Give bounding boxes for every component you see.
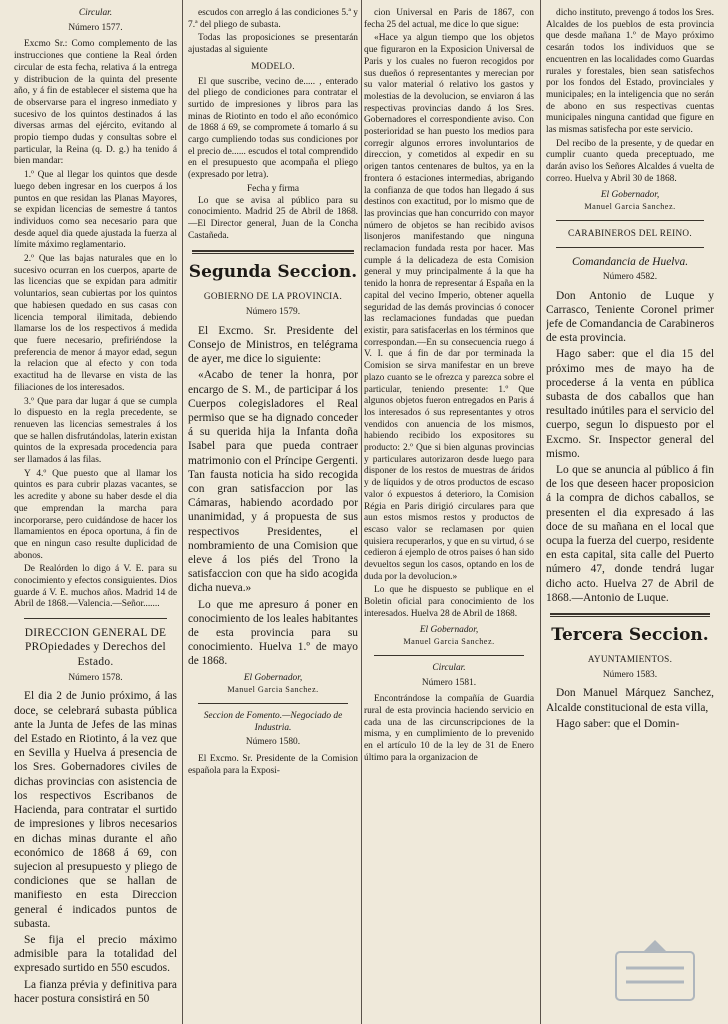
paragraph: Lo que se anuncia al público á fin de los que deseen hacer proposicion á la compra de dichos caballos, se presenten el dia expresado á las doce de su mañana en el local que ocupa la fuerza del cuerpo, residente en esta capital, sita calle del Puerto número 47, donde tendrá lugar dicho acto. Huelva 27 de Abril de 1868.—Antonio de Luque. xyxy=(546,464,714,604)
paragraph: Encontrándose la compañía de Guardia rural de esta provincia haciendo servicio en cada una de las circunscripciones de la misma, y en cumplimiento de lo prevenido en el artículo 10 de la ley de 31 de Enero último para la organizacion de xyxy=(364,694,534,763)
separator xyxy=(556,220,704,221)
paragraph: cion Universal en Paris de 1867, con fecha 25 del actual, me dice lo que sigue: xyxy=(364,8,534,30)
heading-circular: Circular. xyxy=(432,662,466,673)
paragraph: El que suscribe, vecino de..... , enterado del pliego de condiciones para contratar el surtido de impresiones y libros para las minas de Riotinto en todo el año económico de 1868 á 69, se compromete á tomarlo á su cargo cumpliendo todas sus condiciones por el precio de...... escudos el total comprendido en el presupuesto que acompaña el pliego (expresado por letra). xyxy=(188,76,358,181)
notice-number: Número 1579. xyxy=(245,307,301,318)
heading-fomento: Seccion de Fomento.—Negociado de Industria. xyxy=(203,711,343,733)
paragraph: Lo que me apresuro á poner en conocimiento de los leales habitantes de esta provincia para su conocimiento. Huelva 1.º de mayo de 1868. xyxy=(188,598,358,668)
paragraph: «Acabo de tener la honra, por encargo de S. M., de participar á los Cuerpos colegisladores el Real permiso que se ha dignado conceder á su querida hija la Infanta doña Isabel para que pueda contraer matrimonio con el Príncipe Gergenti. Tan fausta noticia ha sido recogida con gran satisfaccion por las Cámaras, habiendo acordado por unanimidad, y á propuesta de sus respectivos Presidentes, el nombramiento de una Comision que eleve á los piés del Trono la satisfaccion con que ha sido acogida dicha nueva.» xyxy=(188,369,358,595)
separator xyxy=(374,655,524,656)
notice-number: Número 1578. xyxy=(68,672,123,683)
column-rule xyxy=(540,0,541,1024)
separator xyxy=(24,618,167,619)
paragraph: El dia 2 de Junio próximo, á las doce, se celebrará subasta pública ante la Junta de Jefes de las minas del Estado en Riotinto, á la vez que en Sevilla y Huelva á presencia de los Sres. Gobernadores civiles de dichas provincias con asistencia de los respectivos Escribanos de Hacienda, para contratar el surtido de impresiones y libros necesarios en dichas minas durante el año económico de 1868 á 69, con sujecion al presupuesto y pliego de condiciones que se hallan de manifiesto en esta Direccion general é indicados puntos de subasta. xyxy=(14,690,177,930)
paragraph: Y 4.º Que puesto que al llamar los quintos es para cubrir plazas vacantes, se les acredite y abone su haber desde el dia que emprendan la marcha para incorporarse, pero cuidándose de hacer los llamamientos en época oportuna, á fin de que en ningun caso resulte duplicidad de abonos. xyxy=(14,468,177,561)
paragraph: 3.º Que para dar lugar á que se cumpla lo dispuesto en la regla precedente, se renueven las licencias semestrales á los que se hallen disfrutándolas, laterin existan quintos de la expresada procedencia para ser llamados á las filas. xyxy=(14,396,177,466)
paragraph: Se fija el precio máximo admisible para la totalidad del expresado surtido en 550 escudos. xyxy=(14,933,177,975)
heading-modelo: MODELO. xyxy=(251,60,295,71)
paragraph: escudos con arreglo á las condiciones 5.ª y 7.ª del pliego de subasta. xyxy=(188,8,358,30)
paragraph: Don Antonio de Luque y Carrasco, Teniente Coronel primer jefe de Comandancia de Carabineros de esta provincia. xyxy=(546,289,714,345)
column-2 xyxy=(188,8,358,1016)
paragraph: La fianza prévia y definitiva para hacer postura consistirá en 50 xyxy=(14,978,177,1005)
paragraph: De Realórden lo digo á V. E. para su conocimiento y efectos consiguientes. Dios guarde á V. E. muchos años. Madrid 14 de Abril de 1868.—Valencia.—Señor....... xyxy=(14,564,177,610)
column-rule xyxy=(361,0,362,1024)
double-separator xyxy=(192,250,354,254)
library-stamp-icon xyxy=(612,938,698,1008)
notice-number: Número 1583. xyxy=(602,669,658,680)
paragraph: Lo que he dispuesto se publique en el Boletin oficial para conocimiento de los interesados. Huelva 28 de Abril de 1868. xyxy=(364,585,534,619)
paragraph: Lo que se avisa al público para su conocimiento. Madrid 25 de Abril de 1868.—El Director general, Juan de la Concha Castañeda. xyxy=(188,195,358,241)
double-separator xyxy=(550,613,710,617)
signature-name: Manuel Garcia Sanchez. xyxy=(584,202,676,212)
paragraph: El Excmo. Sr. Presidente del Consejo de Ministros, en telégrama de ayer, me dice lo siguiente: xyxy=(188,324,358,366)
paragraph: 2.º Que las bajas naturales que en lo sucesivo ocurran en los cuerpos, aparte de las licencias que se expidan para admitir voluntarios, sean cubiertas por los quintos que habiesen quedado en sus casas con licencia temporal ilimitada, debiendo llamarse los de los respectivos á medida que fuere necesario, prefiriéndose la preferencia de menor á mayor edad, segun la relacion que al efecto y con toda exactitud ha de llevarse en vista de las filiaciones de los interesados. xyxy=(14,254,177,393)
section-title: Segunda Seccion. xyxy=(188,262,358,283)
paragraph: Del recibo de la presente, y de quedar en cumplir cuanto queda preceptuado, me darán aviso los Señores Alcaldes á vuelta de correo. Huelva y Abril 30 de 1868. xyxy=(546,138,714,184)
paragraph: Hago saber: que el Domin- xyxy=(556,717,680,730)
paragraph: «Hace ya algun tiempo que los objetos que figuraron en la Exposicion Universal de Paris y los cuales no fueron recogidos por sus dueños ó representantes y merecian por su valor material ó relativo los gastos y molestias de la devolucion, se enviaron á las respectivas provincias dando á los Sres. Gobernadores el correspondiente aviso. Con posterioridad se han puesto los medios para corregir algunos errores involuntarios de direccion, y cometidos al expedir en su origen tantos centenares de bultos, ya en la frontera ó estaciones intermedias, abrigando la confianza de que todos han llegado á sus destinos con exactitud, por lo mismo que de las provincias que han concurrido con mayor número de objetos se han recibido avisos lisonjeros manifestando que ninguna reclamacion fundada resta por hacer. Mas cumple á la delicadeza de esta Comision general y muy principalmente á la que ha tenido la honra de representar á España en la capital del vecino Imperio, obtener aquella seguridad de las demás provincias ó conocer las reclamaciones fundadas que puedan existir, para satisfacerlas en los términos que correspondan.—En su consecuencia ruego á V. I. que á fin de dar por terminada la Comision se sirva manifestar en un breve plazo cuanto se le ofrezca y parezca sobre el particular, teniendo presente: 1.º Que algunos objetos fueron entregados en Paris á los interesados ó sus representantes y otros vendidos con anuencia de los mismos, habiendo recibido los expositores su producto: 2.º Que si bien algunas provincias y particulares autorizaron desde luego para disponer de los restos de muestras de áridos y de líquidos y de otros productos de escaso valor ó expuestos á deterioro, la Comision Régia en Paris dirigió circulares para que aun estos mismos restos y productos de escaso valor se reclamasen por quien quisiera recuperarlos, y que en su virtud, ó se cedieron á ejemplo de otros paises ó han sido devueltos segun los casos, optando en los de duda por la devolucion.» xyxy=(364,33,534,582)
column-rule xyxy=(182,0,183,1024)
paragraph: dicho instituto, prevengo á todos los Sres. Alcaldes de los pueblos de esta provincia que desde mañana 1.º de Mayo próximo cesarán todos los individuos que se encuentren en las localidades como Guardas rurales y forestales, bien sean satisfechos por los fondos del Estado, provinciales y municipales; en la inteligencia que no serán de abono en sus respectivas cuentas municipales ninguna cantidad que figure en las mismas satisfecha por este servicio. xyxy=(546,8,714,136)
signature-title: El Gobernador, xyxy=(600,189,660,200)
notice-number: Número 4582. xyxy=(602,271,658,282)
heading-comandancia: Comandancia de Huelva. xyxy=(571,255,689,268)
heading-carabineros: CARABINEROS DEL REINO. xyxy=(568,227,692,238)
notice-number: Número 1580. xyxy=(245,737,301,748)
separator xyxy=(198,703,348,704)
column-1 xyxy=(14,8,177,1016)
heading-ayuntamientos: AYUNTAMIENTOS. xyxy=(587,654,673,665)
signature-title: El Gobernador, xyxy=(243,672,303,683)
paragraph: Don Manuel Márquez Sanchez, Alcalde constitucional de esta villa, xyxy=(546,687,714,714)
signature-name: Manuel Garcia Sanchez. xyxy=(403,637,495,647)
heading-circular: Circular. xyxy=(78,8,113,18)
notice-number: Número 1577. xyxy=(68,22,123,33)
signature-line: Fecha y firma xyxy=(246,183,300,194)
signature-name: Manuel Garcia Sanchez. xyxy=(227,685,319,695)
column-3 xyxy=(364,8,534,1016)
paragraph: Todas las proposiciones se presentarán ajustadas al siguiente xyxy=(188,33,358,56)
heading-gobierno: GOBIERNO DE LA PROVINCIA. xyxy=(203,291,343,302)
signature-title: El Gobernador, xyxy=(419,624,479,635)
paragraph: El Excmo. Sr. Presidente de la Comision española para la Exposi- xyxy=(188,754,358,776)
column-4 xyxy=(546,8,714,1016)
paragraph: Hago saber: que el dia 15 del próximo mes de mayo ha de procederse á la venta en pública subasta de dos caballos que han resultado inútiles para el servicio del cuerpo, segun lo dispuesto por el Excmo. Sr. Inspector general del mismo. xyxy=(546,348,714,460)
paragraph: Excmo Sr.: Como complemento de las instrucciones que contiene la Real órden circular de esta fecha, relativa á la entrega y distribucion de la quinta del presente año, y á fin de establecer el sistema que ha de observarse para el ingreso inmediato y sucesivo de los quintos destinados á las diversas armas del ejército, evitando al propio tiempo dudas y consultas sobre el particular, la Reina (q. D. g.) ha tenido á bien mandar: xyxy=(14,39,177,167)
paragraph: 1.º Que al llegar los quintos que desde luego deben ingresar en los cuerpos á los puntos en que residan las Planas Mayores, se expidan licencias de semestre á tantos individuos como sea necesario para que desde aquel dia quede ajustada la fuerza al límite máximo reglamentario. xyxy=(14,170,177,251)
notice-number: Número 1581. xyxy=(421,677,477,688)
heading-direccion: DIRECCION GENERAL DE PROpiedades y Derechos del Estado. xyxy=(24,627,167,668)
separator xyxy=(556,247,704,248)
section-title: Tercera Seccion. xyxy=(551,625,709,646)
